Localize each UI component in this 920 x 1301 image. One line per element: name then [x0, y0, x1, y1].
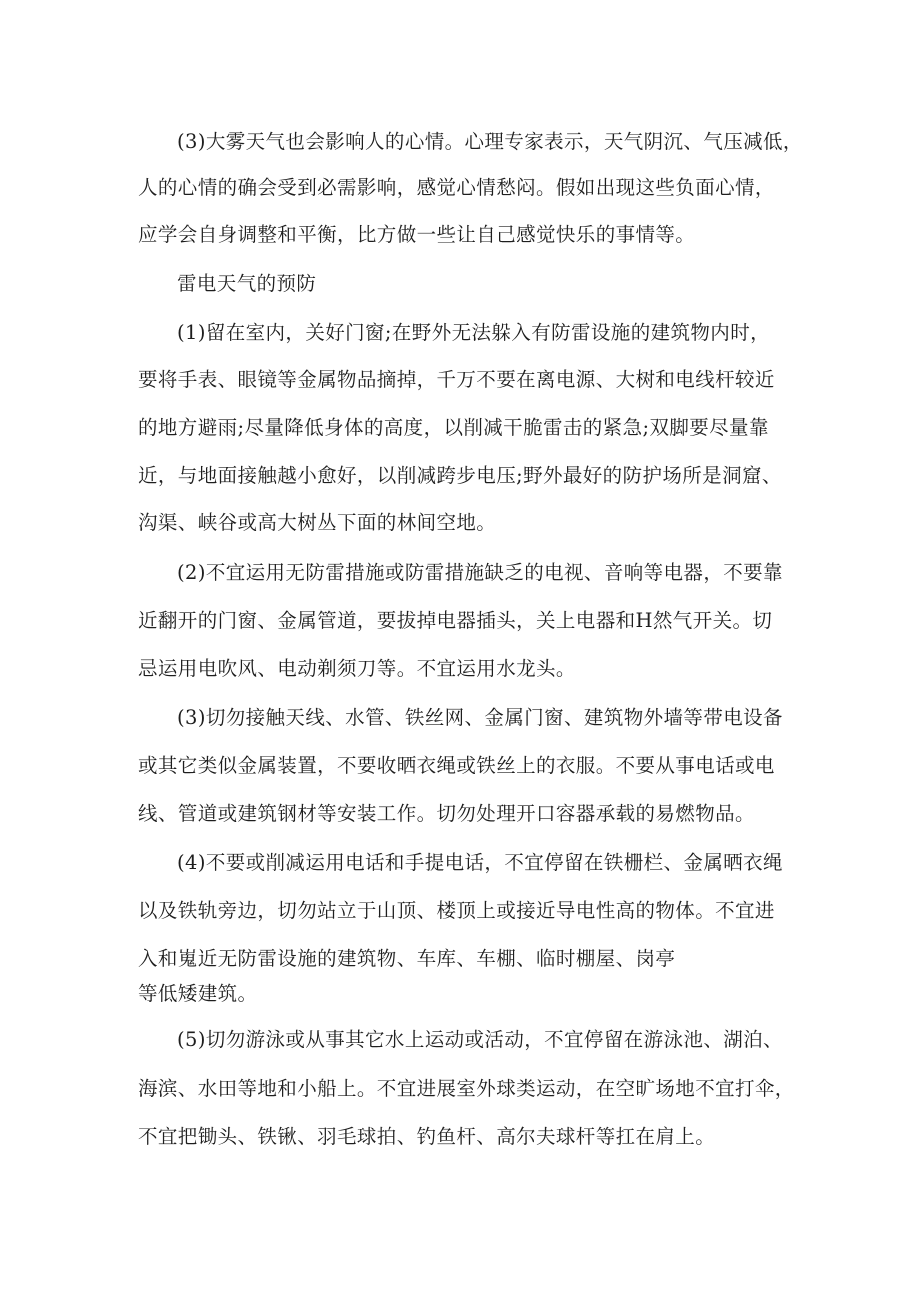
item-2-line-1: (2)不宜运用无防雷措施或防雷措施缺乏的电视、音响等电器，不要靠: [177, 561, 783, 584]
paragraph-fog-mood-line-1: (3)大雾天气也会影响人的心情。心理专家表示，天气阴沉、气压减低，: [177, 130, 803, 153]
item-4-line-4: 等低矮建筑。: [138, 982, 258, 1005]
item-3-line-1: (3)切勿接触天线、水管、铁丝网、金属门窗、建筑物外墙等带电设备: [177, 706, 783, 729]
item-5-line-1: (5)切勿游泳或从事其它水上运动或活动，不宜停留在游泳池、湖泊、: [177, 1028, 783, 1051]
item-5-line-3: 不宜把锄头、铁锹、羽毛球拍、钓鱼杆、高尔夫球杆等扛在肩上。: [138, 1125, 716, 1148]
item-4-line-1: (4)不要或削减运用电话和手提电话，不宜停留在铁栅栏、金属晒衣绳: [177, 851, 783, 874]
item-1-line-4: 近，与地面接触越小愈好，以削减跨步电压;野外最好的防护场所是洞窟、: [138, 464, 782, 487]
item-1-line-2: 要将手表、眼镜等金属物品摘掉，千万不要在离电源、大树和电线杆较近: [138, 368, 775, 391]
item-1-line-5: 沟渠、峡谷或高大树丛下面的林间空地。: [138, 511, 497, 534]
item-1-line-1: (1)留在室内，关好门窗;在野外无法躲入有防雷设施的建筑物内时，: [177, 321, 770, 344]
item-2-line-3: 忌运用电吹风、电动剃须刀等。不宜运用水龙头。: [138, 657, 576, 680]
item-1-line-3: 的地方避雨;尽量降低身体的高度，以削减干脆雷击的紧急;双脚要尽量靠: [138, 416, 769, 439]
paragraph-fog-mood-line-2: 人的心情的确会受到必需影响，感觉心情愁闷。假如出现这些负面心情，: [138, 176, 775, 199]
paragraph-fog-mood-line-3: 应学会自身调整和平衡，比方做一些让自己感觉快乐的事情等。: [138, 223, 696, 246]
item-5-line-2: 海滨、水田等地和小船上。不宜进展室外球类运动，在空旷场地不宜打伞，: [138, 1077, 795, 1100]
section-heading-thunderstorm: 雷电天气的预防: [177, 272, 317, 295]
item-4-line-3: 入和嵬近无防雷设施的建筑物、车库、车棚、临时棚屋、岗亭: [138, 947, 676, 970]
item-3-line-3: 线、管道或建筑钢材等安装工作。切勿处理开口容器承载的易燃物品。: [138, 802, 755, 825]
item-4-line-2: 以及铁轨旁边，切勿站立于山顶、楼顶上或接近导电性高的物体。不宜进: [138, 899, 775, 922]
item-3-line-2: 或其它类似金属装置，不要收晒衣绳或铁丝上的衣服。不要从事电话或电: [138, 754, 775, 777]
item-2-line-2: 近翻开的门窗、金属管道，要拔掉电器插头，关上电器和H然气开关。切: [138, 609, 773, 632]
